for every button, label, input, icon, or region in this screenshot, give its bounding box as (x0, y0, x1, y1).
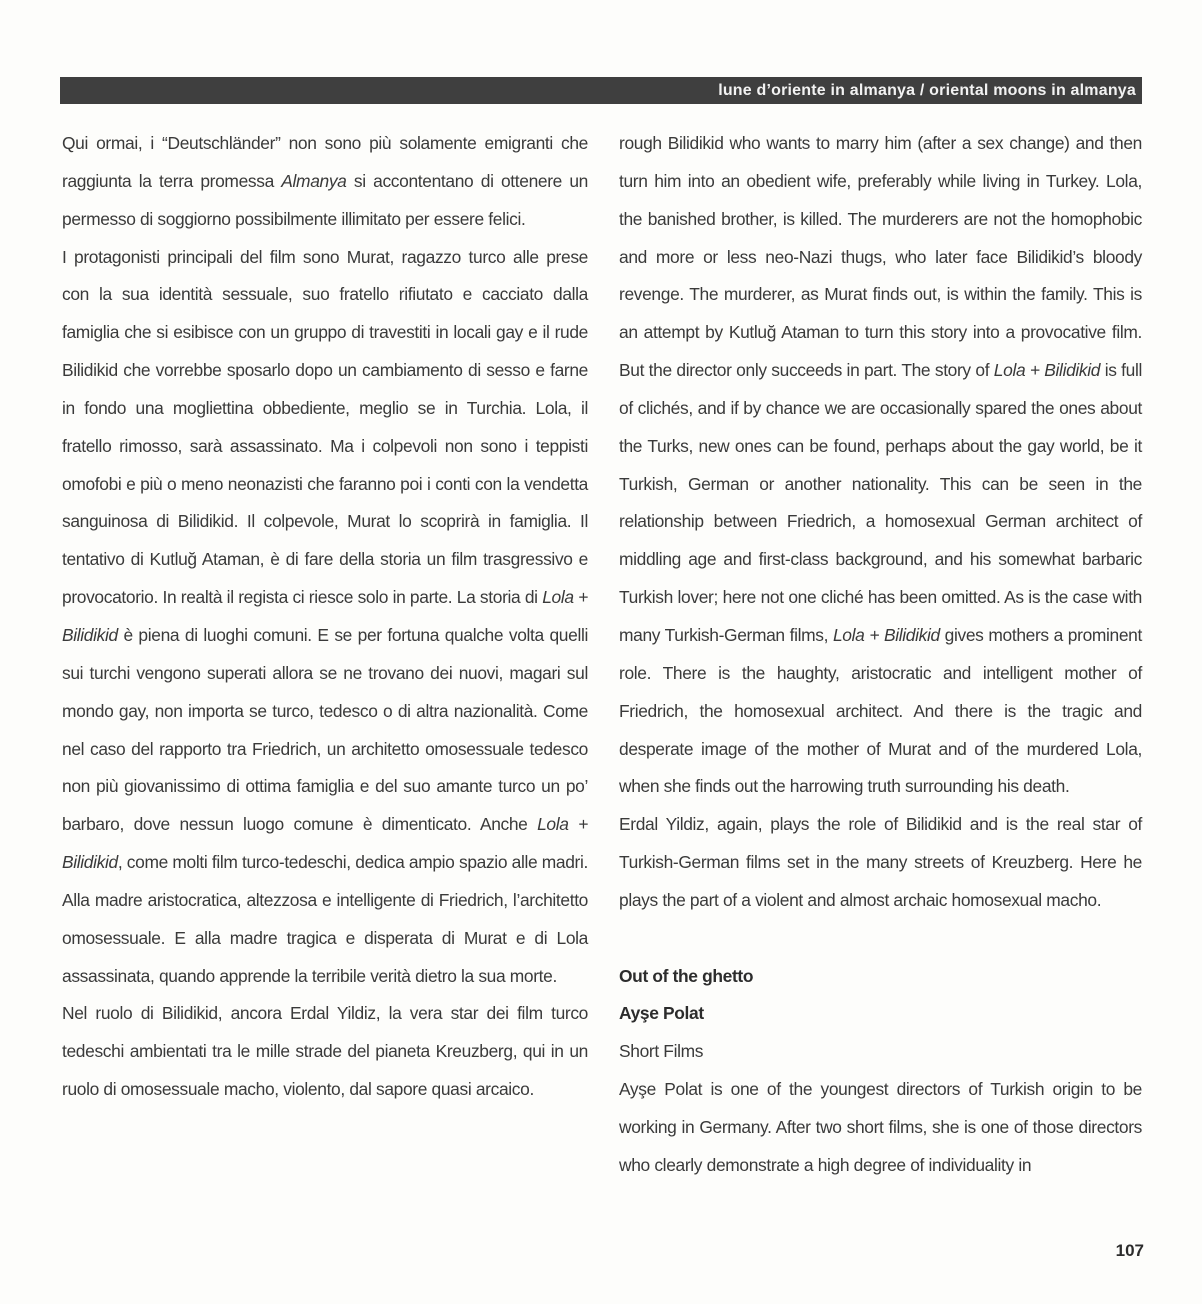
section-subtitle: Short Films (619, 1041, 704, 1062)
text-run: si accontentano di ottenere un permesso di soggiorno possibilmente illimitato per essere felici. (62, 170, 588, 229)
section-director: Ayşe Polat (619, 1003, 704, 1024)
text-run: is full of clichés, and if by chance we are occasionally spared the ones about the Turks, new ones can be found, perhaps about the gay world, be it Turkish, German or another nationality. This can be seen in the relationship between Friedrich, a homosexual German architect of middling age and first-class background, and his somewhat barbaric Turkish lover; here not one cliché has been omitted. As is the case with many Turkish-German films, (619, 360, 1142, 645)
section-spacer (619, 920, 1142, 958)
text-run: gives mothers a prominent role. There is the haughty, aristocratic and intelligent mother of Friedrich, the homosexual architect. And there is the tragic and desperate image of the mother of Murat and of the murdered Lola, when she finds out the harrowing truth surrounding his death. (619, 624, 1142, 797)
italic-title: Almanya (281, 170, 347, 191)
italic-title: Lola + Bilidikid (993, 360, 1101, 381)
right-paragraph-3: Ayşe Polat is one of the youngest directors of Turkish origin to be working in Germany. After two short films, she is one of those directors who clearly demonstrate a high degree of individuality in (619, 1079, 1142, 1175)
left-column (62, 125, 588, 1109)
italic-title: Lola + Bilidikid (62, 814, 588, 873)
left-paragraph-3: Nel ruolo di Bilidikid, ancora Erdal Yildiz, la vera star dei film turco tedeschi ambientati tra le mille strade del pianeta Kreuzberg, qui in un ruolo di omosessuale macho, violento, dal sapore quasi arcaico. (62, 1003, 588, 1100)
section-title: Out of the ghetto (619, 965, 754, 986)
italic-title: Lola + Bilidikid (62, 587, 588, 645)
right-paragraph-2: Erdal Yildiz, again, plays the role of Bilidikid and is the real star of Turkish-German films set in the many streets of Kreuzberg. Here he plays the part of a violent and almost archaic homosexual macho. (619, 814, 1142, 910)
right-column (619, 125, 1142, 1185)
right-paragraph-1 (619, 125, 1142, 806)
text-run: Qui ormai, i “Deutschländer” non sono più solamente emigranti che raggiunta la terra promessa (62, 133, 588, 191)
left-paragraph-2 (62, 239, 588, 996)
text-run: , come molti film turco-tedeschi, dedica ampio spazio alle madri. Alla madre aristocratica, altezzosa e intelligente di Friedrich, l’architetto omosessuale. E alla madre tragica e disperata di Murat e di Lola assassinata, quando apprende la terribile verità dietro la sua morte. (62, 852, 588, 986)
text-run: è piena di luoghi comuni. E se per fortuna qualche volta quelli sui turchi vengono superati allora se ne trovano dei nuovi, magari sul mondo gay, non importa se turco, tedesco o di altra nazionalità. Come nel caso del rapporto tra Friedrich, un architetto omosessuale tedesco non più giovanissimo di ottima famiglia e del suo amante turco un po’ barbaro, dove nessun luogo comune è dimenticato. Anche (62, 624, 588, 835)
page-number: 107 (1115, 1241, 1144, 1260)
left-paragraph-1 (62, 125, 588, 239)
running-title: lune d’oriente in almanya / oriental moons in almanya (718, 81, 1136, 99)
running-header (60, 77, 1142, 104)
italic-title: Lola + Bilidikid (832, 624, 940, 645)
text-run: rough Bilidikid who wants to marry him (after a sex change) and then turn him into an obedient wife, preferably while living in Turkey. Lola, the banished brother, is killed. The murderers are not the homophobic and more or less neo-Nazi thugs, who later face Bilidikid’s bloody revenge. The murderer, as Murat finds out, is within the family. This is an attempt by Kutluğ Ataman to turn this story into a provocative film. But the director only succeeds in part. The story of (619, 133, 1142, 381)
text-run: I protagonisti principali del film sono Murat, ragazzo turco alle prese con la sua identità sessuale, suo fratello rifiutato e cacciato dalla famiglia che si esibisce con un gruppo di travestiti in locali gay e il rude Bilidikid che vorrebbe sposarlo dopo un cambiamento di sesso e farne in fondo una mogliettina obbediente, meglio se in Turchia. Lola, il fratello rimosso, sarà assassinato. Ma i colpevoli non sono i teppisti omofobi e più o meno neonazisti che faranno poi i conti con la vendetta sanguinosa di Bilidikid. Il colpevole, Murat lo scoprirà in famiglia. Il tentativo di Kutluğ Ataman, è di fare della storia un film trasgressivo e provocatorio. In realtà il regista ci riesce solo in parte. La storia di (62, 246, 588, 608)
